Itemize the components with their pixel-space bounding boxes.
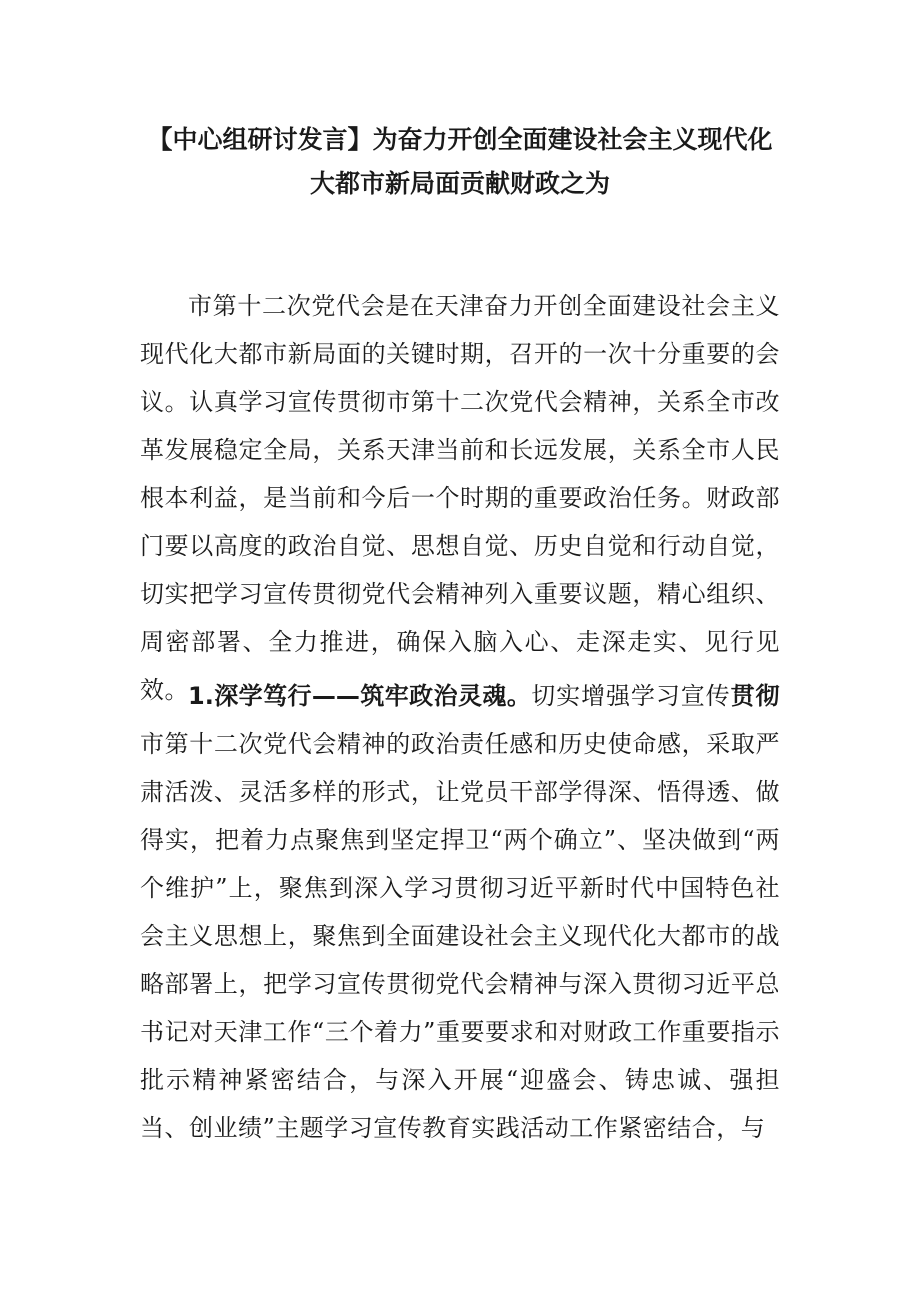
section-heading: 1.深学笃行——筑牢政治灵魂。: [188, 682, 532, 710]
section-text-emphasis: 贯彻: [730, 682, 781, 710]
document-title: 【中心组研讨发言】为奋力开创全面建设社会主义现代化大都市新局面贡献财政之为: [147, 125, 773, 198]
section-text-body: 市第十二次党代会精神的政治责任感和历史使命感，采取严肃活泼、灵活多样的形式，让党员干部学得深、悟得透、做得实，把着力点聚焦到坚定捍卫“两个确立”、坚决做到“两个维护”上，聚焦到深入学习贯彻习近平新时代中国特色社会主义思想上，聚焦到全面建设社会主义现代化大都市的战略部署上，把学习宣传贯彻党代会精神与深入贯彻习近平总书记对天津工作“三个着力”重要要求和对财政工作重要指示批示精神紧密结合，与深入开展“迎盛会、铸忠诚、强担当、创业绩”主题学习宣传教育实践活动工作紧密结合，与: [140, 730, 780, 1142]
paragraph-intro: 市第十二次党代会是在天津奋力开创全面建设社会主义现代化大都市新局面的关键时期，召开的一次十分重要的会议。认真学习宣传贯彻市第十二次党代会精神，关系全市改革发展稳定全局，关系天津当前和长远发展，关系全市人民根本利益，是当前和今后一个时期的重要政治任务。财政部门要以高度的政治自觉、思想自觉、历史自觉和行动自觉，切实把学习宣传贯彻党代会精神列入重要议题，精心组织、周密部署、全力推进，确保入脑入心、走深走实、见行见效。: [140, 292, 780, 704]
paragraph-section-1: [140, 672, 780, 1152]
section-text-lead: 切实增强学习宣传: [531, 682, 731, 710]
